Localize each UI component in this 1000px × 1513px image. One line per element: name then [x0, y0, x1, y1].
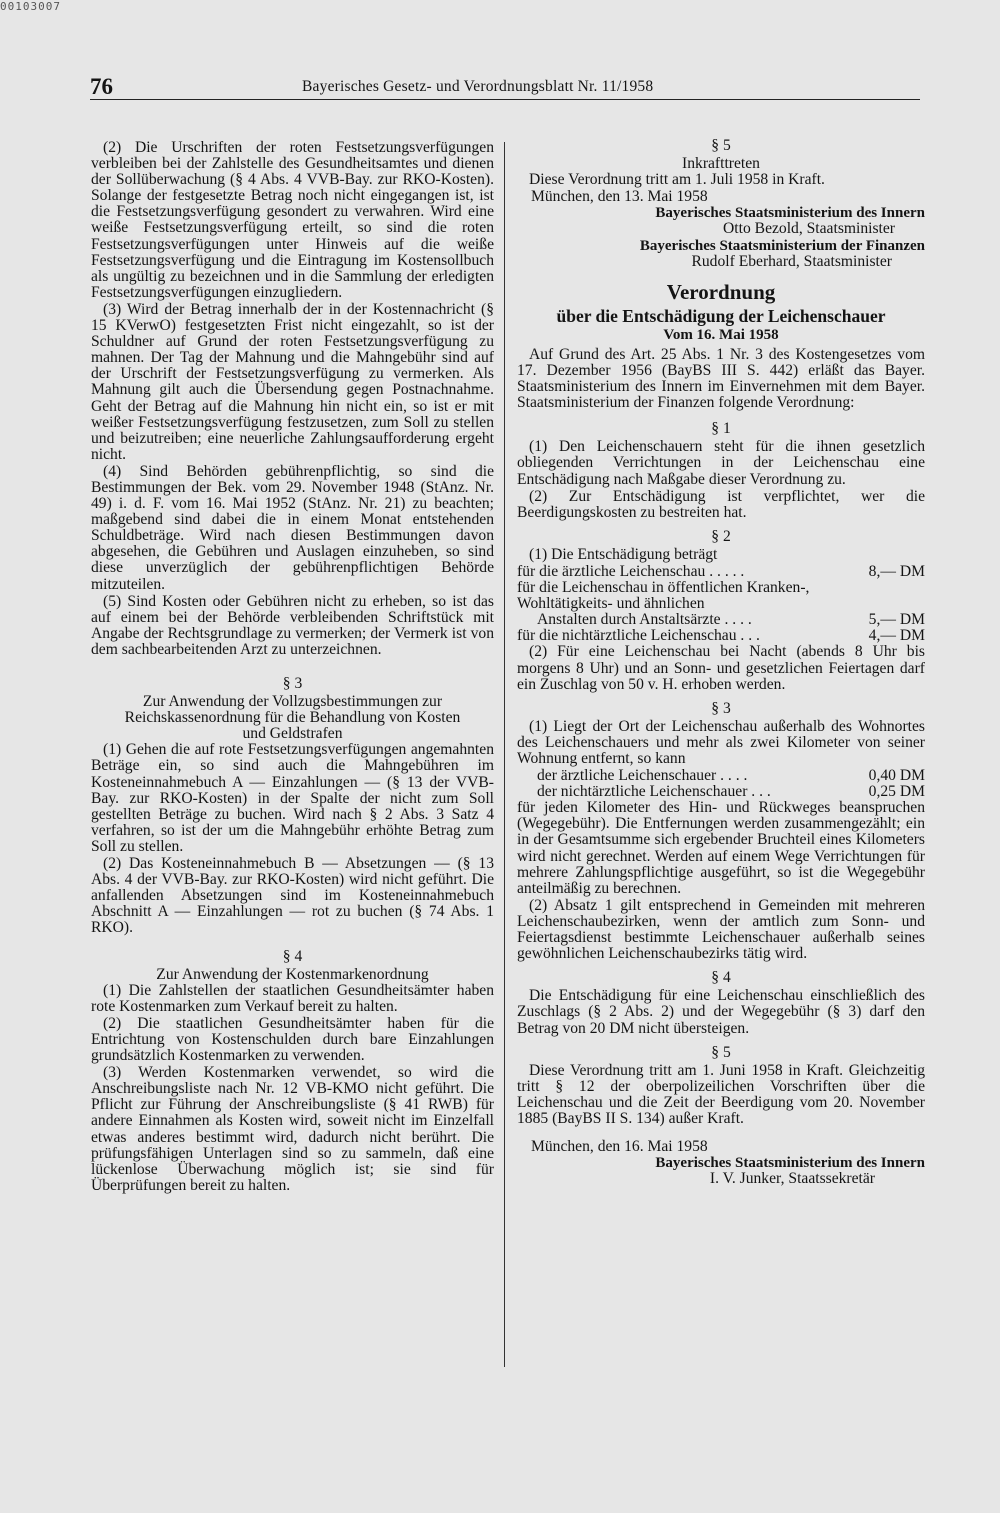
section-heading: Zur Anwendung der Kostenmarkenordnung [156, 965, 429, 983]
ordinance-title: Verordnung [666, 279, 776, 304]
paragraph: (2) Die Urschriften der roten Festsetzungsverfügungen verbleiben bei der Zahlstelle des Gesundheitsamtes und dienen der Sollüberwachung (§ 4 Abs. 4 VVB-Bay. zur RKO-Kosten). Solange der festgesetzte Betrag noch nicht eingegangen ist, ist die Festsetzungsverfügung gesondert zu verwahren. Wird eine weiße Festsetzungsverfügung erteilt, so sind die roten Festsetzungsverfügungen unter Hinweis auf die weiße Festsetzungsverfügung und die Eintragung im Kostensollbuch als ungültig zu bezeichnen und in die Sammlung der erledigten Festsetzungsverfügungen einzugliedern. [91, 139, 494, 301]
ordinance-subtitle: über die Entschädigung der Leichenschauer [556, 305, 886, 326]
signer: I. V. Junker, Staatssekretär [709, 1170, 875, 1188]
paragraph: (1) Liegt der Ort der Leichenschau außerhalb des Wohnortes des Leichenschauers und mehr als zwei Kilometer von seiner Wohnung entfernt, so kann [517, 717, 925, 767]
page-number: 76 [90, 74, 113, 99]
authority: Bayerisches Staatsministerium des Innern [655, 1155, 925, 1172]
km-rate-label: der nichtärztliche Leichenschauer . . . [537, 783, 771, 801]
paragraph: (1) Gehen die auf rote Festsetzungsverfügungen angemahnten Beträge ein, so sind auch die Mahngebühren im Kosteneinnahmebuch A — Einzahlungen — (§ 13 der VVB-Bay. zur RKO-Kosten) in der Spalte der nicht zum Soll gestellten Beträge zu buchen. Wird nach § 2 Abs. 3 Satz 4 verfahren, so ist der um die Mahngebühr erhöhte Betrag zum Soll zu stellen. [91, 741, 494, 855]
section-mark: § 5 [711, 137, 731, 154]
fee-amount: 8,— DM [868, 562, 925, 580]
paragraph: (1) Die Zahlstellen der staatlichen Gesundheitsämter haben rote Kostenmarken zum Verkauf bereit zu halten. [91, 981, 494, 1015]
paragraph: (5) Sind Kosten oder Gebühren nicht zu erheben, so ist das auf einem bei der Behörde verbleibenden Schriftstück mit Angabe der Rechtsgrundlage zu vermerken; der Vermerk ist von dem sachbearbeitenden Arzt zu unterzeichnen. [91, 592, 494, 658]
section-mark: § 3 [282, 675, 303, 692]
paragraph: (2) Absatz 1 gilt entsprechend in Gemeinden mit mehreren Leichenschaubezirken, wenn der amtlich zum Sonn- und Feiertagsdienst bestimmte Leichenschauer außerhalb seines gewöhnlichen Leichenschaubezirks tätig wird. [517, 896, 925, 963]
paragraph: (4) Sind Behörden gebührenpflichtig, so sind die Bestimmungen der Bek. vom 29. November 1948 (StAnz. Nr. 49) i. d. F. vom 16. Mai 1952 (StAnz. Nr. 21) zu beachten; maßgebend sind dabei die in einem Monat entstehenden Schuldbeträge. Wird nach diesen Bestimmungen davon abgesehen, die Gebühren und Auslagen einzuheben, so sind diese unverzüglich der gebührenpflichtigen Behörde mitzuteilen. [91, 462, 494, 593]
fee-row [517, 564, 925, 580]
paragraph: (3) Werden Kostenmarken verwendet, so wird die Anschreibungsliste nach Nr. 12 VB-KMO nicht geführt. Die Pflicht zur Führung der Anschreibungsliste (§ 41 RWB) für andere Einnahmen als Kosten wird, soweit nicht im Einzelfall etwas anderes bestimmt wird, dadurch nicht berührt. Die prüfungsfähigen Unterlagen sind so zu sammeln, daß eine lückenlose Überwachung möglich ist; sie sind für Überprüfungen bereit zu halten. [91, 1064, 494, 1194]
authority: Bayerisches Staatsministerium des Innern [655, 205, 925, 222]
place-date: München, den 13. Mai 1958 [531, 188, 708, 206]
fee-label-multiline: für die Leichenschau in öffentlichen Kranken-, Wohltätigkeits- und ähnlichen [517, 579, 810, 613]
section-mark: § 1 [711, 420, 731, 438]
section-mark: § 5 [711, 1043, 731, 1061]
section-mark: § 4 [711, 969, 731, 987]
km-rate-row [517, 784, 925, 800]
authority: Bayerisches Staatsministerium der Finanzen [639, 237, 925, 254]
fee-label: Anstalten durch Anstaltsärzte . . . . [537, 611, 752, 629]
column-divider [504, 142, 505, 1367]
paragraph: (1) Den Leichenschauern steht für die ihnen gesetzlich obliegenden Verrichtungen in der Leichenschau eine Entschädigung nach Maßgabe dieser Verordnung zu. [517, 438, 925, 488]
paragraph: (2) Für eine Leichenschau bei Nacht (abends 8 Uhr bis morgens 8 Uhr) und an Sonn- und gesetzlichen Feiertagen darf ein Zuschlag von 50 v. H. erhoben werden. [517, 643, 925, 693]
section-mark: § 3 [711, 699, 731, 717]
fee-row [517, 628, 925, 644]
ordinance-date: Vom 16. Mai 1958 [663, 326, 779, 343]
page-header [90, 74, 920, 100]
section-mark: § 4 [282, 947, 303, 965]
signer: Rudolf Eberhard, Staatsminister [691, 252, 892, 270]
section-heading: Inkrafttreten [682, 155, 760, 173]
section-mark: § 2 [711, 527, 731, 545]
fee-label: für die ärztliche Leichenschau . . . . . [517, 562, 745, 580]
km-rate-amount: 0,25 DM [868, 783, 925, 801]
running-title: Bayerisches Gesetz- und Verordnungsblatt Nr. 11/1958 [302, 78, 654, 95]
fee-label: für die nichtärztliche Leichenschau . . . [517, 627, 760, 645]
km-rate-row [517, 768, 925, 784]
km-rate-amount: 0,40 DM [868, 767, 925, 785]
fee-amount: 5,— DM [868, 611, 925, 629]
archive-stamp: 00103007 [0, 0, 61, 13]
signer: Otto Bezold, Staatsminister [723, 220, 895, 238]
km-rate-label: der ärztliche Leichenschauer . . . . [537, 767, 748, 785]
paragraph: (1) Die Entschädigung beträgt [529, 545, 718, 563]
paragraph: (3) Wird der Betrag innerhalb der in der Kostennachricht (§ 15 KVerwO) festgesetzten Frist nicht eingezahlt, so ist der Schuldner auf Grund der roten Festsetzungsverfügung zu mahnen. Der Tag der Mahnung und die Mahngebühr sind auf der Urschrift der Festsetzungsverfügung zu vermerken. Als Mahnung gilt auch die Übersendung gegen Postnachnahme. Geht der Betrag auf die Mahnung hin nicht ein, so ist er mit weißer Festsetzungsverfügung festzusetzen, zum Soll zu stellen und beizutreiben; eine neuerliche Zahlungsaufforderung ergeht nicht. [91, 300, 494, 463]
header-rule [90, 99, 920, 100]
paragraph: für jeden Kilometer des Hin- und Rückweges beanspruchen (Wegegebühr). Die Entfernungen werden zusammengezählt; ein in der Gesamtsumme sich ergebender Bruchteil eines Kilometers wird nicht gerechnet. Werden auf einem Wege Verrichtungen für mehrere Zahlungspflichtige ausgeführt, so ist die Wegegebühr anteilmäßig zu berechnen. [517, 799, 925, 897]
left-column [91, 140, 494, 1195]
place-date: München, den 16. Mai 1958 [531, 1138, 708, 1156]
right-column [517, 138, 925, 1187]
fee-amount: 4,— DM [868, 627, 925, 645]
paragraph: Diese Verordnung tritt am 1. Juli 1958 in Kraft. [529, 171, 825, 189]
paragraph: (2) Das Kosteneinnahmebuch B — Absetzungen — (§ 13 Abs. 4 der VVB-Bay. zur RKO-Kosten) wird nicht geführt. Die anfallenden Absetzungen sind im Kosteneinnahmebuch Abschnitt A — Einzahlungen — rot zu buchen (§ 74 Abs. 1 RKO). [91, 855, 494, 937]
fee-row [517, 612, 925, 628]
paragraph: Die Entschädigung für eine Leichenschau einschließlich des Zuschlags (§ 2 Abs. 2) und der Wegegebühr (§ 3) darf den Betrag von 20 DM nicht übersteigen. [517, 987, 925, 1037]
section-heading: Zur Anwendung der Vollzugsbestimmungen zur Reichskassenordnung für die Behandlung von Kosten und Geldstrafen [124, 693, 461, 743]
paragraph: (2) Zur Entschädigung ist verpflichtet, wer die Beerdigungskosten zu bestreiten hat. [517, 487, 925, 521]
paragraph: (2) Die staatlichen Gesundheitsämter haben für die Entrichtung von Kostenschulden durch bare Einzahlungen grundsätzlich Kostenmarken zu verwenden. [91, 1014, 494, 1065]
paragraph: Auf Grund des Art. 25 Abs. 1 Nr. 3 des Kostengesetzes vom 17. Dezember 1956 (BayBS III S. 442) erläßt das Bayer. Staatsministerium des Innern im Einvernehmen mit dem Bayer. Staatsministerium der Finanzen folgende Verordnung: [517, 345, 925, 412]
paragraph: Diese Verordnung tritt am 1. Juni 1958 in Kraft. Gleichzeitig tritt § 12 der oberpolizeilichen Vorschriften über die Leichenschau und die Zeit der Beerdigung vom 20. November 1885 (BayBS II S. 134) außer Kraft. [517, 1061, 925, 1127]
